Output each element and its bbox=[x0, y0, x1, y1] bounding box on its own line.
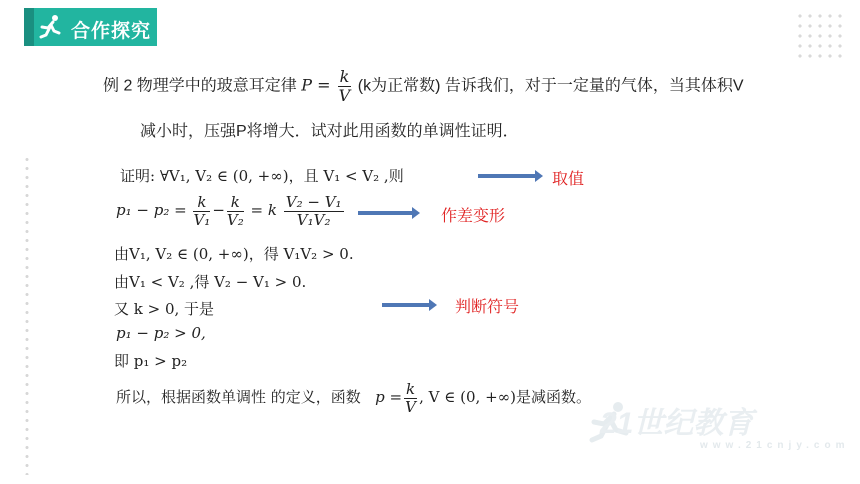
formula-lhs: P = bbox=[301, 75, 336, 95]
problem-after-formula: (k为正常数) 告诉我们，对于一定量的气体，当其体积V bbox=[357, 77, 744, 95]
decorative-dots-top-right bbox=[795, 11, 847, 61]
watermark-site: www.21cnjy.com bbox=[700, 440, 850, 451]
annotation-step1: 取值 bbox=[552, 171, 585, 188]
proof-conclusion: 所以，根据函数单调性 的定义，函数 p = $\frac{k}{V}$ , V ∈ (0, +∞)是减函数。 bbox=[116, 380, 591, 416]
proof-line-2: p₁ − p₂ = $\frac{k}{\text{V₁}}$ − $\frac{k}{\text{V₂}}$ = k $\frac{\text{V₂ − V₁}}{\text{V₁V₂}}$ bbox=[116, 193, 342, 229]
arrow-step1 bbox=[478, 174, 536, 178]
watermark-logo: 21世纪教育 bbox=[600, 407, 754, 440]
arrow-step2 bbox=[358, 211, 413, 215]
section-header bbox=[24, 8, 157, 46]
proof-line-1: 证明: ∀V₁, V₂ ∈ (0, +∞)，且 V₁ < V₂ ,则 bbox=[120, 167, 404, 185]
annotation-step3: 判断符号 bbox=[455, 299, 520, 316]
problem-intro: 例 2 物理学中的玻意耳定律 bbox=[103, 77, 297, 95]
section-title: 合作探究 bbox=[71, 21, 152, 42]
decorative-dots-left bbox=[25, 155, 29, 475]
runner-icon bbox=[38, 14, 64, 40]
problem-statement-line1 bbox=[103, 68, 744, 104]
annotation-step2: 作差变形 bbox=[441, 208, 506, 225]
proof-line-3: 由V₁, V₂ ∈ (0, +∞)，得 V₁V₂ > 0. bbox=[114, 245, 354, 263]
formula-fraction: $\frac{k}{V}$ bbox=[338, 67, 351, 105]
arrow-step3 bbox=[382, 303, 430, 307]
proof-line-6: p₁ − p₂ > 0, bbox=[116, 324, 206, 342]
proof-line-4: 由V₁ < V₂ ,得 V₂ − V₁ > 0. bbox=[114, 273, 307, 291]
problem-statement-line2: 减小时，压强P将增大．试对此用函数的单调性证明． bbox=[140, 123, 519, 140]
proof-line-5: 又 k > 0, 于是 bbox=[114, 300, 215, 318]
proof-line-7: 即 p₁ > p₂ bbox=[114, 352, 188, 370]
